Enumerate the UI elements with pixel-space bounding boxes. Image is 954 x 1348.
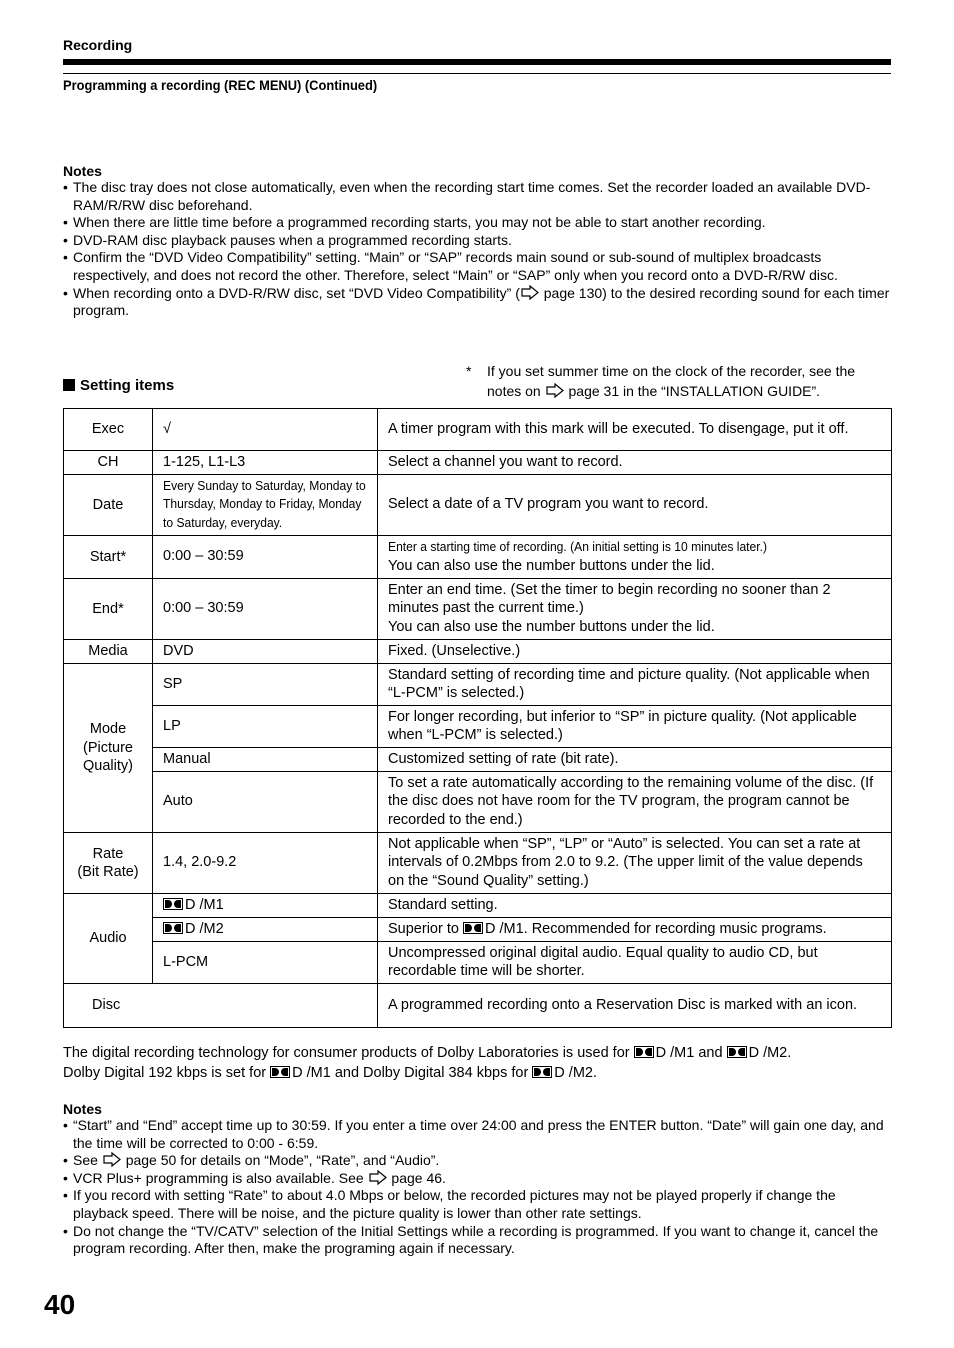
item-desc: A timer program with this mark will be executed. To disengage, put it off. (378, 409, 892, 451)
header-rule-thick (63, 59, 891, 65)
item-value: 0:00 – 30:59 (153, 579, 378, 640)
table-row (64, 942, 892, 984)
table-row (64, 918, 892, 942)
notes-top (63, 163, 893, 320)
table-row (64, 579, 892, 640)
table-row (64, 748, 892, 772)
item-value: L-PCM (153, 942, 378, 984)
item-value: 1-125, L1-L3 (153, 451, 378, 475)
item-value (153, 918, 378, 942)
note-item (63, 285, 893, 320)
audio-m1-label: D /M1 (185, 896, 224, 913)
dolby-double-d-icon (727, 1046, 747, 1058)
audio-m2-desc-text: Superior to (388, 920, 463, 937)
table-row (64, 451, 892, 475)
item-name: Audio (64, 894, 153, 984)
mode-label-line: (Picture (83, 739, 133, 756)
table-row (64, 984, 892, 1028)
item-desc: Select a date of a TV program you want to record. (378, 475, 892, 536)
summer-note-text: page 31 in the “INSTALLATION GUIDE”. (564, 382, 821, 399)
table-row (64, 536, 892, 579)
item-desc (378, 918, 892, 942)
note-text: When recording onto a DVD-R/RW disc, set “DVD Video Compatibility” ( (73, 284, 520, 301)
dolby-double-d-icon (634, 1046, 654, 1058)
dolby-text: D /M1 and Dolby Digital 384 kbps for (292, 1064, 533, 1081)
page-number: 40 (44, 1289, 76, 1320)
dolby-double-d-icon (270, 1066, 290, 1078)
dolby-text: D /M2. (748, 1045, 792, 1061)
dolby-double-d-icon (532, 1066, 552, 1078)
table-row (64, 640, 892, 664)
dolby-double-d-icon (163, 898, 183, 910)
item-value: Manual (153, 748, 378, 772)
note-text: VCR Plus+ programming is also available. See (73, 1169, 368, 1186)
table-row (64, 664, 892, 706)
item-value: LP (153, 706, 378, 748)
item-name: CH (64, 451, 153, 475)
notes-bottom (63, 1101, 893, 1258)
page-subtitle: Programming a recording (REC MENU) (Continued) (63, 77, 378, 93)
arrow-right-icon (521, 285, 539, 300)
item-desc: Uncompressed original digital audio. Equal quality to audio CD, but recordable time will be shorter. (378, 942, 892, 984)
item-desc (378, 579, 892, 640)
dolby-paragraph (63, 1044, 893, 1083)
rate-label-line: Rate (92, 845, 124, 862)
end-desc-line1: Enter an end time. (Set the timer to begin recording no sooner than 2 minutes past the current time.) (388, 581, 831, 617)
date-value-text: Every Sunday to Saturday, Monday to Thursday, Monday to Friday, Monday to Saturday, everyday. (163, 477, 366, 530)
table-row (64, 833, 892, 894)
note-text: page 130) to the desired recording sound for each timer program. (73, 284, 890, 319)
arrow-right-icon (546, 383, 564, 398)
item-value: 0:00 – 30:59 (153, 536, 378, 579)
item-name: End* (64, 579, 153, 640)
rate-label-line: (Bit Rate) (77, 864, 139, 880)
item-name: Exec (64, 409, 153, 451)
setting-items-label: Setting items (80, 377, 175, 394)
item-value (153, 475, 378, 536)
table-row (64, 894, 892, 918)
start-desc-line2: You can also use the number buttons under the lid. (388, 557, 715, 574)
table-row (64, 706, 892, 748)
dolby-text: D /M1 and (655, 1045, 727, 1061)
item-desc: Customized setting of rate (bit rate). (378, 748, 892, 772)
start-desc-line1: Enter a starting time of recording. (An initial setting is 10 minutes later.) (388, 539, 768, 555)
note-text: See (73, 1152, 102, 1169)
item-value (153, 894, 378, 918)
item-desc: For longer recording, but inferior to “SP” in picture quality. (Not applicable when “L-PCM” is selected.) (378, 706, 892, 748)
dolby-double-d-icon (163, 922, 183, 934)
note-item: • Confirm the “DVD Video Compatibility” setting. “Main” or “SAP” records main sound or sub-sound of multiplex broadcasts respectively, and does not record the other. Therefore, select “Main” or “SAP” only when you record onto a DVD-R/RW disc. (63, 249, 893, 284)
end-desc-line2: You can also use the number buttons under the lid. (388, 618, 715, 635)
item-desc: Standard setting of recording time and picture quality. (Not applicable when “L-PCM” is selected.) (378, 664, 892, 706)
header-rule-thin (63, 73, 891, 74)
item-desc: Standard setting. (378, 894, 892, 918)
notes-heading: Notes (63, 163, 102, 179)
mode-label-line: Quality) (83, 758, 133, 775)
summer-time-note (466, 362, 886, 401)
dolby-text: D /M2. (554, 1064, 597, 1081)
arrow-right-icon (369, 1170, 387, 1185)
item-name: Disc (64, 984, 378, 1028)
note-item: • When there are little time before a programmed recording starts, you may not be able to start another recording. (63, 214, 893, 232)
item-desc: To set a rate automatically according to the remaining volume of the disc. (If the disc does not have room for the TV program, the program cannot be recorded to the end.) (378, 772, 892, 833)
square-bullet-icon (63, 379, 75, 391)
table-row (64, 409, 892, 451)
item-name: Start* (64, 536, 153, 579)
table-row (64, 772, 892, 833)
audio-m2-desc-text: D /M1. Recommended for recording music programs. (484, 920, 827, 937)
item-name: Media (64, 640, 153, 664)
table-row (64, 475, 892, 536)
setting-items-heading (63, 377, 174, 394)
note-item: • DVD-RAM disc playback pauses when a programmed recording starts. (63, 232, 893, 250)
item-desc: A programmed recording onto a Reservation Disc is marked with an icon. (378, 984, 892, 1028)
note-item: • Do not change the “TV/CATV” selection of the Initial Settings while a recording is programmed. If you want to change it, cancel the program recording. After then, make the programing again if necessary. (63, 1223, 893, 1258)
arrow-right-icon (103, 1152, 121, 1167)
item-value: DVD (153, 640, 378, 664)
notes-heading: Notes (63, 1101, 102, 1117)
item-name: Date (64, 475, 153, 536)
item-desc: Select a channel you want to record. (378, 451, 892, 475)
dolby-text: The digital recording technology for consumer products of Dolby Laboratories is used for (63, 1045, 634, 1061)
note-item: • “Start” and “End” accept time up to 30:59. If you enter a time over 24:00 and press the ENTER button. “Date” will gain one day, and the time will be corrected to 0:00 - 6:59. (63, 1117, 893, 1152)
note-text: page 46. (387, 1169, 446, 1186)
item-desc: Fixed. (Unselective.) (378, 640, 892, 664)
item-value: SP (153, 664, 378, 706)
asterisk: * (466, 363, 472, 379)
section-title: Recording (63, 37, 133, 53)
audio-m2-label: D /M2 (185, 920, 224, 937)
item-name (64, 664, 153, 833)
dolby-double-d-icon (463, 922, 483, 934)
setting-items-table (63, 408, 892, 1028)
note-item: • If you record with setting “Rate” to about 4.0 Mbps or below, the recorded pictures may not be played properly if change the playback speed. There will be noise, and the picture quality is lower than other rate settings. (63, 1187, 893, 1222)
item-desc: Not applicable when “SP”, “LP” or “Auto” is selected. You can set a rate at intervals of 0.2Mbps from 2.0 to 9.2. (The upper limit of the value depends on the “Sound Quality” setting.) (378, 833, 892, 894)
summer-note-text: If you set summer time on the clock of the recorder, see the notes on (487, 363, 856, 399)
note-item (63, 1170, 893, 1188)
item-name (64, 833, 153, 894)
item-value: √ (153, 409, 378, 451)
item-desc (378, 536, 892, 579)
note-text: page 50 for details on “Mode”, “Rate”, and “Audio”. (121, 1152, 440, 1169)
note-item (63, 1152, 893, 1170)
item-value: 1.4, 2.0-9.2 (153, 833, 378, 894)
note-item: • The disc tray does not close automatically, even when the recording start time comes. Set the recorder loaded an available DVD-RAM/R/RW disc beforehand. (63, 179, 893, 214)
dolby-text: Dolby Digital 192 kbps is set for (63, 1064, 271, 1081)
mode-label-line: Mode (89, 721, 127, 738)
item-value: Auto (153, 772, 378, 833)
